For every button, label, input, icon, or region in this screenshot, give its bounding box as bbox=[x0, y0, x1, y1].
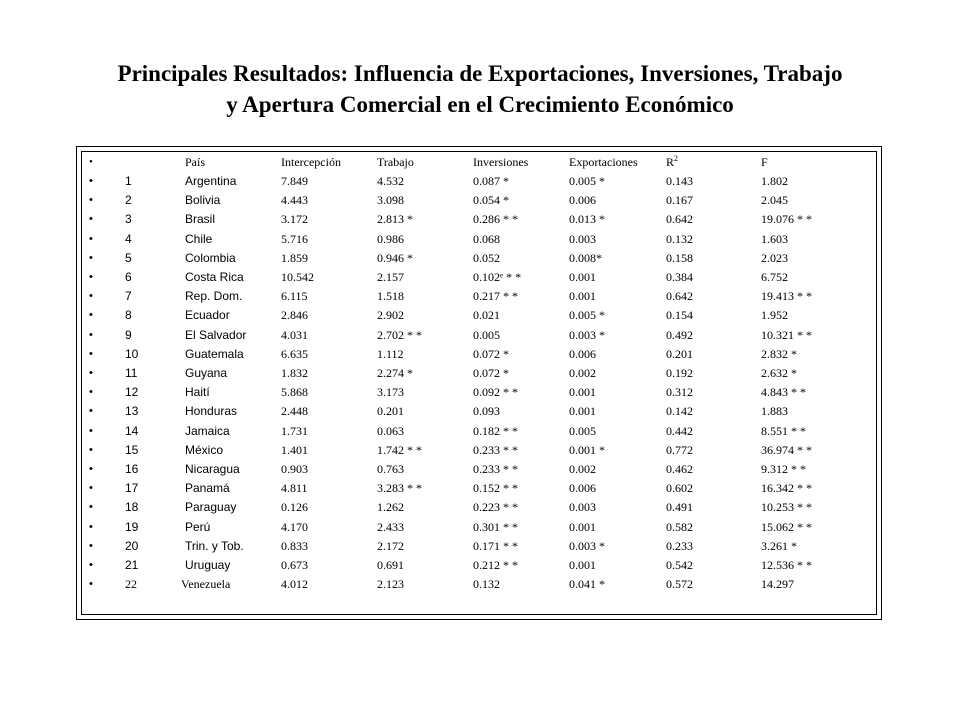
bullet-icon: • bbox=[89, 501, 93, 514]
row-number: 1 bbox=[125, 174, 132, 188]
r2-value: 0.192 bbox=[666, 366, 693, 380]
table-row bbox=[77, 345, 881, 364]
table-header-row bbox=[77, 153, 881, 172]
r2-value: 0.772 bbox=[666, 442, 693, 457]
r2-value: 0.572 bbox=[666, 577, 693, 592]
header-r2-base: R bbox=[666, 155, 675, 169]
trabajo-value: 2.433 bbox=[377, 519, 404, 534]
intercepcion-value: 4.443 bbox=[281, 193, 308, 208]
country-name: Rep. Dom. bbox=[185, 289, 243, 304]
row-number: 4 bbox=[125, 231, 132, 246]
bullet-icon: • bbox=[89, 290, 93, 303]
inversiones-value: 0.087 * bbox=[473, 174, 509, 188]
f-value: 1.802 bbox=[761, 174, 788, 188]
r2-value: 0.312 bbox=[666, 385, 693, 400]
trabajo-value: 1.262 bbox=[377, 500, 404, 515]
r2-value: 0.158 bbox=[666, 250, 693, 265]
exportaciones-value: 0.013 * bbox=[569, 212, 605, 227]
bullet-icon: • bbox=[89, 232, 93, 245]
inversiones-value: 0.072 * bbox=[473, 346, 509, 361]
row-number: 22 bbox=[125, 577, 137, 592]
table-row bbox=[77, 172, 881, 191]
intercepcion-value: 1.832 bbox=[281, 366, 308, 380]
exportaciones-value: 0.003 * bbox=[569, 327, 605, 342]
country-name: Haití bbox=[185, 385, 210, 400]
r2-value: 0.233 bbox=[666, 538, 693, 553]
inversiones-value: 0.233 * * bbox=[473, 442, 518, 457]
inversiones-value: 0.072 * bbox=[473, 366, 509, 380]
f-value: 19.076 * * bbox=[761, 212, 812, 227]
exportaciones-value: 0.041 * bbox=[569, 577, 605, 592]
f-value: 1.952 bbox=[761, 308, 788, 323]
trabajo-value: 0.946 * bbox=[377, 250, 413, 265]
row-number: 12 bbox=[125, 385, 139, 400]
f-value: 12.536 * * bbox=[761, 558, 812, 572]
page-title-line-1: Principales Resultados: Influencia de Exportaciones, Inversiones, Trabajo bbox=[117, 61, 843, 86]
bullet-icon: • bbox=[89, 156, 93, 168]
trabajo-value: 4.532 bbox=[377, 174, 404, 188]
country-name: El Salvador bbox=[185, 327, 247, 342]
country-name: México bbox=[185, 442, 224, 457]
exportaciones-value: 0.005 bbox=[569, 423, 596, 438]
exportaciones-value: 0.001 bbox=[569, 558, 596, 572]
intercepcion-value: 4.170 bbox=[281, 519, 308, 534]
inversiones-value: 0.068 bbox=[473, 231, 500, 246]
header-trabajo: Trabajo bbox=[377, 155, 414, 169]
trabajo-value: 1.518 bbox=[377, 289, 404, 304]
country-name: Guatemala bbox=[185, 346, 244, 361]
r2-value: 0.462 bbox=[666, 462, 693, 476]
inversiones-value: 0.093 bbox=[473, 404, 500, 419]
bullet-icon: • bbox=[89, 271, 93, 283]
trabajo-value: 2.123 bbox=[377, 577, 404, 592]
exportaciones-value: 0.001 bbox=[569, 385, 596, 400]
country-name: Jamaica bbox=[185, 423, 230, 438]
country-name: Guyana bbox=[185, 366, 228, 380]
r2-value: 0.154 bbox=[666, 308, 693, 323]
row-number: 3 bbox=[125, 212, 132, 227]
r2-value: 0.602 bbox=[666, 481, 693, 496]
f-value: 16.342 * * bbox=[761, 481, 812, 496]
country-name: Paraguay bbox=[185, 500, 237, 515]
trabajo-value: 0.063 bbox=[377, 423, 404, 438]
trabajo-value: 1.112 bbox=[377, 346, 404, 361]
table-row bbox=[77, 230, 881, 249]
f-value: 3.261 * bbox=[761, 538, 797, 553]
inversiones-value: 0.212 * * bbox=[473, 558, 518, 572]
f-value: 36.974 * * bbox=[761, 442, 812, 457]
country-name: Ecuador bbox=[185, 308, 230, 323]
table-row bbox=[77, 306, 881, 325]
f-value: 8.551 * * bbox=[761, 423, 806, 438]
f-value: 14.297 bbox=[761, 577, 794, 592]
trabajo-value: 2.172 bbox=[377, 538, 404, 553]
row-number: 11 bbox=[125, 366, 138, 380]
r2-value: 0.442 bbox=[666, 423, 693, 438]
exportaciones-value: 0.001 bbox=[569, 270, 596, 284]
inversiones-value: 0.286 * * bbox=[473, 212, 518, 227]
inversiones-value: 0.054 * bbox=[473, 193, 509, 208]
inversiones-value: 0.092 * * bbox=[473, 385, 518, 400]
inversiones-value: 0.132 bbox=[473, 577, 500, 592]
trabajo-value: 3.098 bbox=[377, 193, 404, 208]
country-name: Honduras bbox=[185, 404, 238, 419]
trabajo-value: 2.274 * bbox=[377, 366, 413, 380]
bullet-icon: • bbox=[89, 424, 93, 437]
country-name: Colombia bbox=[185, 250, 236, 265]
trabajo-value: 2.813 * bbox=[377, 212, 413, 227]
intercepcion-value: 5.868 bbox=[281, 385, 308, 400]
row-number: 17 bbox=[125, 481, 139, 496]
row-number: 20 bbox=[125, 538, 139, 553]
f-value: 6.752 bbox=[761, 270, 788, 284]
table-row bbox=[77, 364, 881, 383]
row-number: 21 bbox=[125, 558, 139, 572]
table-row bbox=[77, 383, 881, 402]
intercepcion-value: 4.012 bbox=[281, 577, 308, 592]
header-r2-sup: 2 bbox=[674, 154, 679, 163]
inversiones-value: 0.052 bbox=[473, 250, 500, 265]
bullet-icon: • bbox=[89, 309, 93, 322]
row-number: 9 bbox=[125, 327, 132, 342]
exportaciones-value: 0.002 bbox=[569, 366, 596, 380]
intercepcion-value: 6.115 bbox=[281, 289, 308, 304]
r2-value: 0.167 bbox=[666, 193, 693, 208]
exportaciones-value: 0.001 * bbox=[569, 442, 605, 457]
intercepcion-value: 5.716 bbox=[281, 231, 308, 246]
page-title bbox=[40, 58, 920, 120]
inversiones-value: 0.171 * * bbox=[473, 538, 518, 553]
intercepcion-value: 0.903 bbox=[281, 462, 308, 476]
f-value: 9.312 * * bbox=[761, 462, 806, 476]
bullet-icon: • bbox=[89, 367, 93, 379]
table-row bbox=[77, 249, 881, 268]
page-title-line-2: y Apertura Comercial en el Crecimiento Económico bbox=[226, 92, 734, 117]
header-f: F bbox=[761, 155, 768, 169]
bullet-icon: • bbox=[89, 463, 93, 475]
bullet-icon: • bbox=[89, 405, 93, 418]
table-row bbox=[77, 402, 881, 421]
trabajo-value: 0.691 bbox=[377, 558, 404, 572]
f-value: 4.843 * * bbox=[761, 385, 806, 400]
row-number: 14 bbox=[125, 423, 139, 438]
inversiones-value: 0.152 * * bbox=[473, 481, 518, 496]
f-value: 2.832 * bbox=[761, 346, 797, 361]
r2-value: 0.142 bbox=[666, 404, 693, 419]
exportaciones-value: 0.002 bbox=[569, 462, 596, 476]
row-number: 6 bbox=[125, 270, 132, 284]
intercepcion-value: 10.542 bbox=[281, 270, 314, 284]
r2-value: 0.542 bbox=[666, 558, 693, 572]
exportaciones-value: 0.005 * bbox=[569, 308, 605, 323]
inversiones-value: 0.217 * * bbox=[473, 289, 518, 304]
exportaciones-value: 0.003 bbox=[569, 500, 596, 515]
trabajo-value: 1.742 * * bbox=[377, 442, 422, 457]
exportaciones-value: 0.001 bbox=[569, 519, 596, 534]
r2-value: 0.491 bbox=[666, 500, 693, 515]
bullet-icon: • bbox=[89, 194, 93, 207]
intercepcion-value: 0.673 bbox=[281, 558, 308, 572]
header-r2 bbox=[666, 153, 678, 172]
row-number: 18 bbox=[125, 500, 139, 515]
trabajo-value: 0.201 bbox=[377, 404, 404, 419]
table-row bbox=[77, 575, 881, 594]
r2-value: 0.384 bbox=[666, 270, 693, 284]
country-name: Costa Rica bbox=[185, 270, 244, 284]
table-row bbox=[77, 422, 881, 441]
f-value: 10.321 * * bbox=[761, 327, 812, 342]
exportaciones-value: 0.005 * bbox=[569, 174, 605, 188]
intercepcion-value: 1.859 bbox=[281, 250, 308, 265]
exportaciones-value: 0.006 bbox=[569, 346, 596, 361]
trabajo-value: 0.763 bbox=[377, 462, 404, 476]
country-name: Argentina bbox=[185, 174, 237, 188]
row-number: 10 bbox=[125, 346, 139, 361]
table-row bbox=[77, 191, 881, 210]
intercepcion-value: 1.401 bbox=[281, 442, 308, 457]
bullet-icon: • bbox=[89, 328, 93, 341]
intercepcion-value: 4.031 bbox=[281, 327, 308, 342]
r2-value: 0.143 bbox=[666, 174, 693, 188]
exportaciones-value: 0.006 bbox=[569, 193, 596, 208]
r2-value: 0.642 bbox=[666, 212, 693, 227]
intercepcion-value: 6.635 bbox=[281, 346, 308, 361]
bullet-icon: • bbox=[89, 443, 93, 456]
exportaciones-value: 0.003 * bbox=[569, 538, 605, 553]
intercepcion-value: 3.172 bbox=[281, 212, 308, 227]
table-row bbox=[77, 268, 881, 287]
table-row bbox=[77, 326, 881, 345]
trabajo-value: 2.902 bbox=[377, 308, 404, 323]
country-name: Trin. y Tob. bbox=[185, 538, 244, 553]
trabajo-value: 3.283 * * bbox=[377, 481, 422, 496]
exportaciones-value: 0.001 bbox=[569, 404, 596, 419]
table-row bbox=[77, 210, 881, 229]
results-table bbox=[76, 146, 882, 620]
trabajo-value: 0.986 bbox=[377, 231, 404, 246]
table-row bbox=[77, 460, 881, 479]
table-row bbox=[77, 556, 881, 575]
intercepcion-value: 4.811 bbox=[281, 481, 308, 496]
bullet-icon: • bbox=[89, 539, 93, 552]
bullet-icon: • bbox=[89, 386, 93, 399]
table-row bbox=[77, 479, 881, 498]
header-inversiones: Inversiones bbox=[473, 155, 529, 169]
inversiones-value: 0.021 bbox=[473, 308, 500, 323]
inversiones-value: 0.102ᵉ * * bbox=[473, 270, 522, 284]
bullet-icon: • bbox=[89, 347, 93, 360]
header-intercepcion: Intercepción bbox=[281, 155, 341, 169]
intercepcion-value: 0.126 bbox=[281, 500, 308, 515]
r2-value: 0.582 bbox=[666, 519, 693, 534]
country-name: Brasil bbox=[185, 212, 216, 227]
intercepcion-value: 7.849 bbox=[281, 174, 308, 188]
table-row bbox=[77, 498, 881, 517]
trabajo-value: 3.173 bbox=[377, 385, 404, 400]
exportaciones-value: 0.003 bbox=[569, 231, 596, 246]
country-name: Venezuela bbox=[181, 577, 231, 592]
f-value: 15.062 * * bbox=[761, 519, 812, 534]
row-number: 13 bbox=[125, 404, 139, 419]
intercepcion-value: 0.833 bbox=[281, 538, 308, 553]
table-row bbox=[77, 537, 881, 556]
bullet-icon: • bbox=[89, 578, 93, 591]
exportaciones-value: 0.006 bbox=[569, 481, 596, 496]
row-number: 16 bbox=[125, 462, 139, 476]
row-number: 7 bbox=[125, 289, 132, 304]
bullet-icon: • bbox=[89, 559, 93, 571]
r2-value: 0.642 bbox=[666, 289, 693, 304]
inversiones-value: 0.233 * * bbox=[473, 462, 518, 476]
row-number: 2 bbox=[125, 193, 132, 208]
r2-value: 0.492 bbox=[666, 327, 693, 342]
country-name: Panamá bbox=[185, 481, 230, 496]
exportaciones-value: 0.008* bbox=[569, 250, 602, 265]
row-number: 15 bbox=[125, 442, 139, 457]
country-name: Bolivia bbox=[185, 193, 221, 208]
bullet-icon: • bbox=[89, 520, 93, 533]
intercepcion-value: 1.731 bbox=[281, 423, 308, 438]
exportaciones-value: 0.001 bbox=[569, 289, 596, 304]
f-value: 2.045 bbox=[761, 193, 788, 208]
f-value: 2.023 bbox=[761, 250, 788, 265]
r2-value: 0.201 bbox=[666, 346, 693, 361]
intercepcion-value: 2.448 bbox=[281, 404, 308, 419]
country-name: Nicaragua bbox=[185, 462, 240, 476]
country-name: Uruguay bbox=[185, 558, 231, 572]
inversiones-value: 0.182 * * bbox=[473, 423, 518, 438]
inversiones-value: 0.005 bbox=[473, 327, 500, 342]
intercepcion-value: 2.846 bbox=[281, 308, 308, 323]
row-number: 8 bbox=[125, 308, 132, 323]
country-name: Chile bbox=[185, 231, 213, 246]
inversiones-value: 0.301 * * bbox=[473, 519, 518, 534]
row-number: 19 bbox=[125, 519, 139, 534]
header-exportaciones: Exportaciones bbox=[569, 155, 638, 169]
trabajo-value: 2.702 * * bbox=[377, 327, 422, 342]
table-row bbox=[77, 441, 881, 460]
f-value: 10.253 * * bbox=[761, 500, 812, 515]
bullet-icon: • bbox=[89, 251, 93, 264]
f-value: 19.413 * * bbox=[761, 289, 812, 304]
bullet-icon: • bbox=[89, 482, 93, 495]
row-number: 5 bbox=[125, 250, 132, 265]
table-row bbox=[77, 518, 881, 537]
bullet-icon: • bbox=[89, 213, 93, 226]
table-row bbox=[77, 287, 881, 306]
trabajo-value: 2.157 bbox=[377, 270, 404, 284]
country-name: Perú bbox=[185, 519, 211, 534]
bullet-icon: • bbox=[89, 175, 93, 187]
inversiones-value: 0.223 * * bbox=[473, 500, 518, 515]
header-pais: País bbox=[185, 155, 206, 169]
f-value: 1.883 bbox=[761, 404, 788, 419]
f-value: 1.603 bbox=[761, 231, 788, 246]
r2-value: 0.132 bbox=[666, 231, 693, 246]
f-value: 2.632 * bbox=[761, 366, 797, 380]
